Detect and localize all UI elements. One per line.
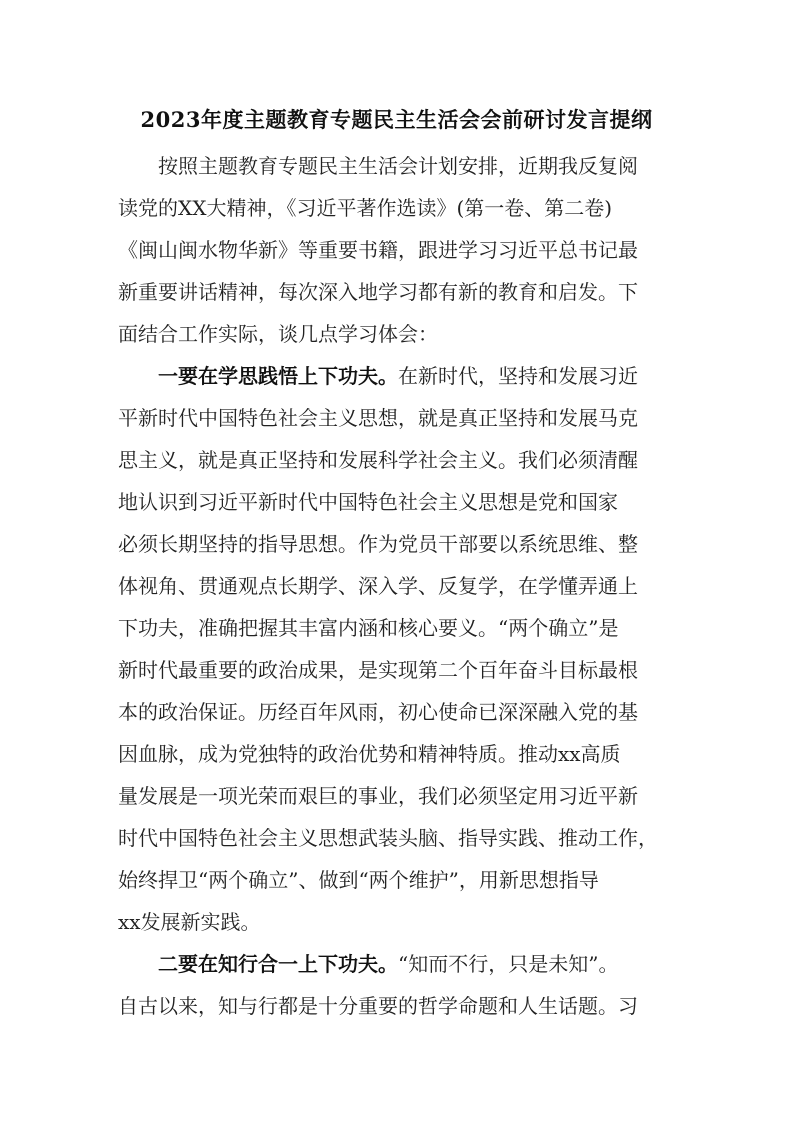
section2-line: 自古以来，知与行都是十分重要的哲学命题和人生话题。习: [118, 994, 638, 1018]
section1-line: 本的政治保证。历经百年风雨，初心使命已深深融入党的基: [118, 700, 638, 724]
section1-line: 量发展是一项光荣而艰巨的事业，我们必须坚定用习近平新: [118, 784, 638, 808]
section1-line: 下功夫，准确把握其丰富内涵和核心要义。“两个确立”是: [118, 616, 619, 640]
section2-heading: 二要在知行合一上下功夫。: [158, 952, 398, 976]
intro-line-4: 新重要讲话精神，每次深入地学习都有新的教育和启发。下: [118, 280, 638, 304]
section1-line: 思主义，就是真正坚持和发展科学社会主义。我们必须清醒: [118, 448, 638, 472]
section1-line: xx发展新实践。: [118, 910, 261, 934]
section1-first-line-text: 在新时代，坚持和发展习近: [398, 364, 638, 388]
section2-first-line: [158, 946, 618, 982]
document-title: 2023年度主题教育专题民主生活会会前研讨发言提纲: [140, 107, 653, 132]
section1-line: 新时代最重要的政治成果，是实现第二个百年奋斗目标最根: [118, 658, 638, 682]
intro-line-1: 按照主题教育专题民主生活会计划安排，近期我反复阅: [158, 154, 638, 178]
section1-line: 平新时代中国特色社会主义思想，就是真正坚持和发展马克: [118, 406, 638, 430]
section2-first-line-text: “知而不行，只是未知”。: [398, 952, 619, 976]
intro-line-2: 读党的XX大精神，《习近平著作选读》(第一卷、第二卷): [118, 196, 613, 220]
section1-line: 始终捍卫“两个确立”、做到“两个维护”，用新思想指导: [118, 868, 599, 892]
section1-heading: 一要在学思践悟上下功夫。: [158, 364, 398, 388]
section1-first-line: [158, 358, 638, 394]
intro-line-3: 《闽山闽水物华新》等重要书籍，跟进学习习近平总书记最: [118, 238, 638, 262]
intro-line-5: 面结合工作实际，谈几点学习体会：: [118, 322, 438, 346]
section1-line: 地认识到习近平新时代中国特色社会主义思想是党和国家: [118, 490, 618, 514]
section1-line: 体视角、贯通观点长期学、深入学、反复学，在学懂弄通上: [118, 574, 638, 598]
section1-line: 因血脉，成为党独特的政治优势和精神特质。推动xx高质: [118, 742, 621, 766]
section1-line: 时代中国特色社会主义思想武装头脑、指导实践、推动工作，: [118, 826, 658, 850]
section1-line: 必须长期坚持的指导思想。作为党员干部要以系统思维、整: [118, 532, 638, 556]
